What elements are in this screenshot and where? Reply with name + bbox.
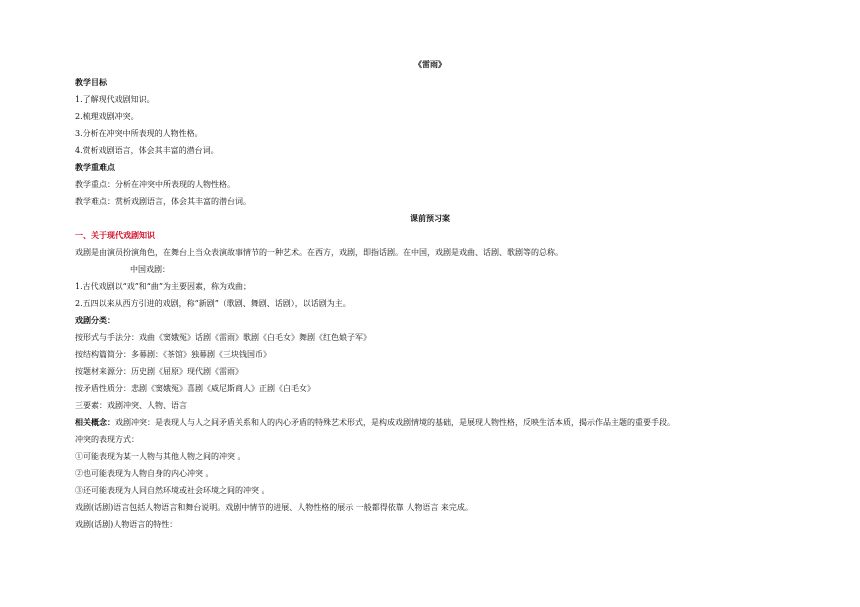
key-point-difficulty: 教学难点：赏析戏剧语言，体会其丰富的潜台词。 [75,197,251,206]
section-title: 一、关于现代戏剧知识 [75,231,155,240]
classification-heading: 戏剧分类： [75,316,115,325]
goal-item: 3.分析在冲突中所表现的人物性格。 [75,129,203,138]
related-concept [75,418,675,428]
classification-item: 按题材来源分：历史剧《屈原》现代剧《雷雨》 [75,367,243,376]
preview-heading: 课前预习案 [410,214,450,223]
goal-item: 4.赏析戏剧语言，体会其丰富的潜台词。 [75,146,219,155]
conflict-form-item: ③还可能表现为人同自然环境或社会环境之间的冲突 。 [75,486,270,495]
language-traits: 戏剧(话剧)人物语言的特性： [75,520,178,529]
conflict-form-item: ②也可能表现为人物自身的内心冲突 。 [75,469,214,478]
three-elements: 三要素：戏剧冲突、人物、语言 [75,401,187,410]
classification-item: 按形式与手法分：戏曲《窦娥冤》话剧《雷雨》歌剧《白毛女》舞剧《红色娘子军》 [75,333,371,342]
drama-definition: 戏剧是由演员扮演角色，在舞台上当众表演故事情节的一种艺术。在西方，戏剧，即指话剧。在中国，戏剧是戏曲、话剧、歌剧等的总称。 [75,248,563,257]
related-concept-text: 戏剧冲突：是表现人与人之间矛盾关系和人的内心矛盾的特殊艺术形式，是构成戏剧情境的基础，是展现人物性格，反映生活本质，揭示作品主题的重要手段。 [115,418,675,427]
goal-item: 2.梳理戏剧冲突。 [75,112,139,121]
language-text: 戏剧(话剧)语言包括人物语言和舞台说明。戏剧中情节的进展、人物性格的展示 一般都得依靠 人物语言 来完成。 [75,503,473,512]
chinese-drama-item: 1.古代戏剧以“戏”和“曲”为主要因素，称为戏曲； [75,282,251,291]
classification-item: 按结构篇简分：多幕剧：《茶馆》独幕剧《三块钱国币》 [75,350,271,359]
goal-item: 1.了解现代戏剧知识。 [75,95,155,104]
conflict-form-item: ①可能表现为某一人物与其他人物之间的冲突 。 [75,452,246,461]
key-points-heading: 教学重难点 [75,163,115,172]
conflict-forms-label: 冲突的表现方式： [75,435,139,444]
related-concept-label: 相关概念： [75,418,115,427]
chinese-drama-label: 中国戏剧： [130,265,170,274]
key-point-focus: 教学重点：分析在冲突中所表现的人物性格。 [75,180,235,189]
classification-item: 按矛盾性质分：悲剧《窦娥冤》喜剧《威尼斯商人》正剧《白毛女》 [75,384,315,393]
chinese-drama-item: 2.五四以来从西方引进的戏剧，称“新剧”（歌剧、舞剧、话剧），以话剧为主。 [75,299,351,308]
goals-heading: 教学目标 [75,78,107,87]
page-title: 《雷雨》 [414,60,446,69]
